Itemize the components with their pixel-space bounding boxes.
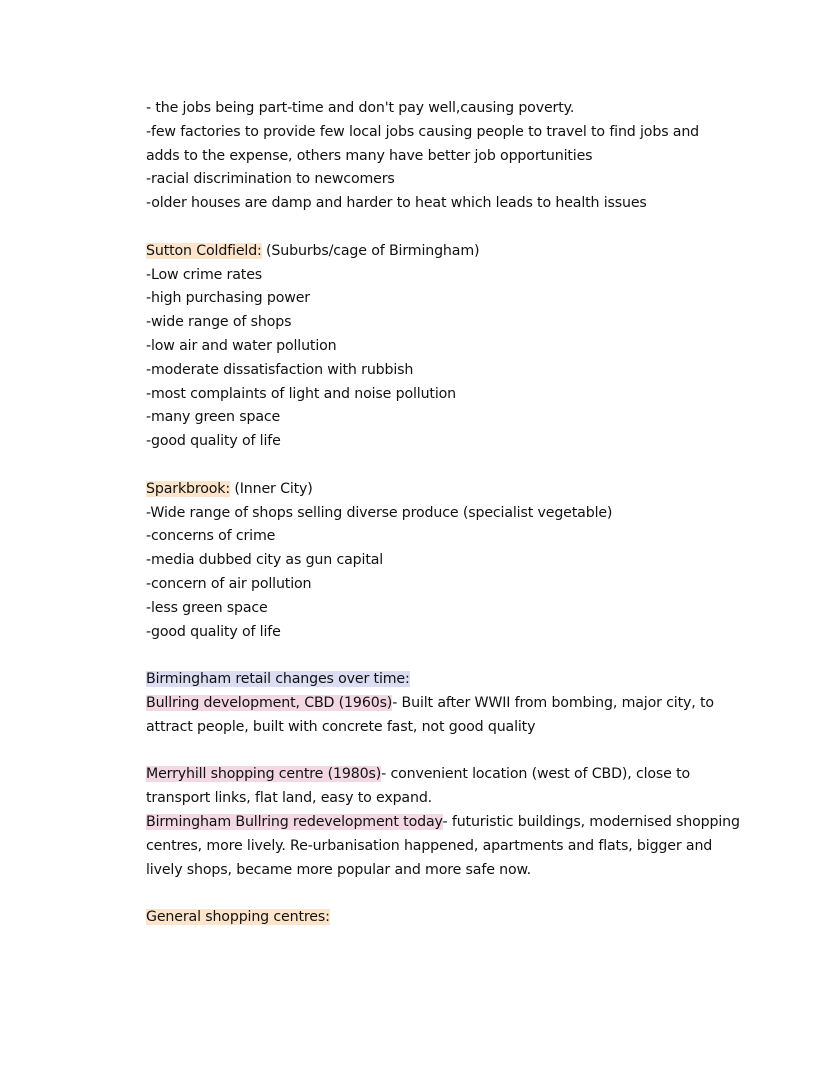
sparkbrook-bullet: -concerns of crime (146, 528, 276, 545)
sutton-bullet: -many green space (146, 409, 281, 426)
spacer (146, 454, 746, 478)
sutton-bullet: -good quality of life (146, 433, 281, 450)
sparkbrook-bullet: -less green space (146, 599, 268, 616)
sutton-bullet: -most complaints of light and noise pollution (146, 385, 456, 402)
intro-bullet: adds to the expense, others many have better job opportunities (146, 147, 593, 164)
sutton-note: (Suburbs/cage of Birmingham) (261, 242, 480, 259)
notes-body (146, 97, 746, 930)
redevelopment-text: - futuristic buildings, modernised shopping (442, 813, 740, 830)
sparkbrook-note: (Inner City) (230, 480, 313, 497)
sutton-bullet: -low air and water pollution (146, 337, 337, 354)
bullring-line-1 (146, 692, 746, 716)
merryhill-text: - convenient location (west of CBD), close to (381, 766, 691, 783)
redevelopment-title: Birmingham Bullring redevelopment today (146, 813, 443, 830)
sparkbrook-bullet: -media dubbed city as gun capital (146, 552, 384, 569)
merryhill-title: Merryhill shopping centre (1980s) (146, 766, 382, 783)
sparkbrook-bullet: -concern of air pollution (146, 575, 312, 592)
sutton-bullet: -high purchasing power (146, 290, 310, 307)
sutton-bullet: -moderate dissatisfaction with rubbish (146, 361, 414, 378)
spacer (146, 644, 746, 668)
spacer (146, 882, 746, 906)
sutton-bullet: -Low crime rates (146, 266, 263, 283)
general-heading-line (146, 906, 746, 930)
sutton-heading-line (146, 240, 746, 264)
redevelopment-line-2: centres, more lively. Re-urbanisation happened, apartments and flats, bigger and (146, 837, 713, 854)
intro-bullet: -few factories to provide few local jobs causing people to travel to find jobs and (146, 123, 700, 140)
intro-bullet: -older houses are damp and harder to heat which leads to health issues (146, 195, 647, 212)
retail-heading-line (146, 668, 746, 692)
spacer (146, 216, 746, 240)
redevelopment-line-3: lively shops, became more popular and more safe now. (146, 861, 532, 878)
redevelopment-line-1 (146, 811, 746, 835)
merryhill-line-1 (146, 763, 746, 787)
merryhill-line-2: transport links, flat land, easy to expand. (146, 790, 433, 807)
sparkbrook-bullet: -good quality of life (146, 623, 281, 640)
intro-bullet: -racial discrimination to newcomers (146, 171, 395, 188)
sparkbrook-heading: Sparkbrook: (146, 480, 230, 497)
sutton-heading: Sutton Coldfield: (146, 242, 262, 259)
general-heading: General shopping centres: (146, 909, 330, 926)
bullring-text: - Built after WWII from bombing, major city, to (392, 694, 714, 711)
sutton-bullet: -wide range of shops (146, 314, 292, 331)
spacer (146, 740, 746, 764)
retail-heading: Birmingham retail changes over time: (146, 671, 410, 688)
sparkbrook-bullet: -Wide range of shops selling diverse produce (specialist vegetable) (146, 504, 613, 521)
bullring-line-2: attract people, built with concrete fast, not good quality (146, 718, 536, 735)
bullring-title: Bullring development, CBD (1960s) (146, 694, 393, 711)
sparkbrook-heading-line (146, 478, 746, 502)
intro-bullet: - the jobs being part-time and don't pay well,causing poverty. (146, 100, 575, 116)
